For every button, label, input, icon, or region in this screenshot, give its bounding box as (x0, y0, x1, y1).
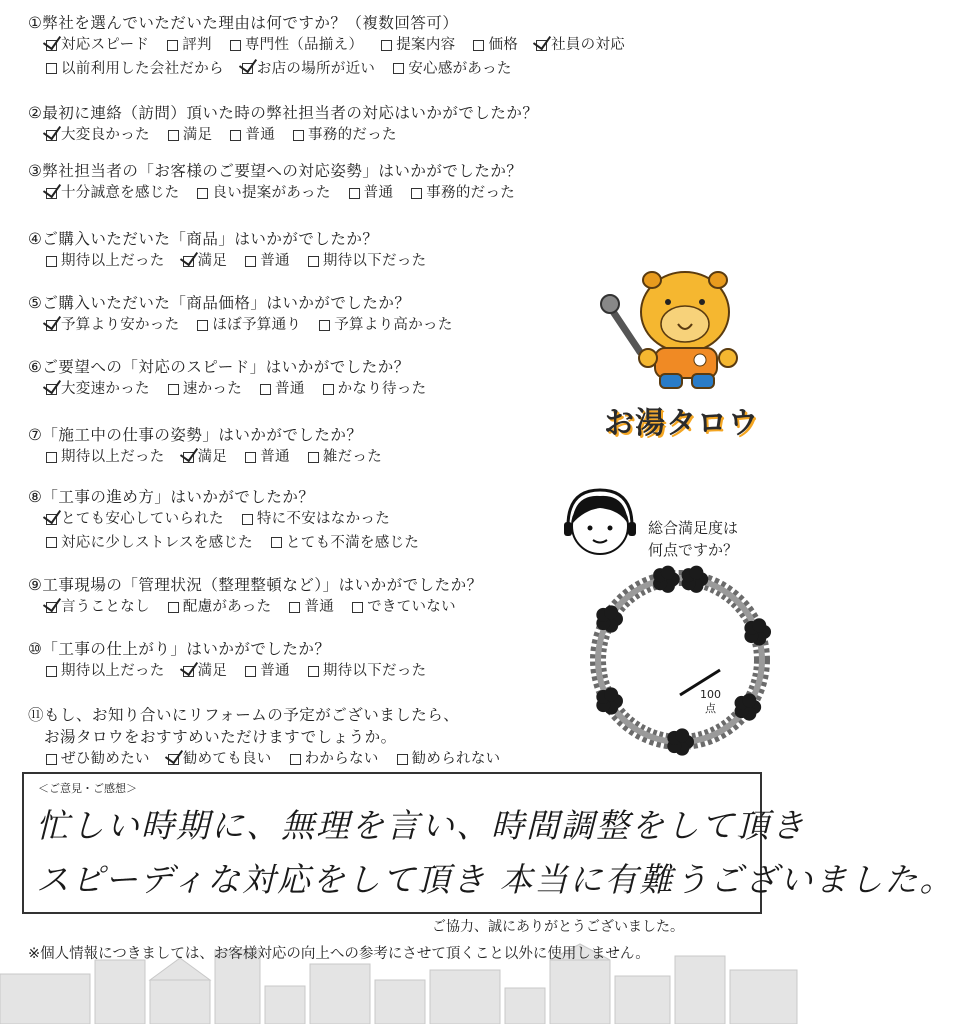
checkbox-checked[interactable] (183, 452, 194, 463)
checkbox[interactable] (168, 384, 179, 395)
question-title: ⑥ご要望への「対応のスピード」はいかがでしたか？ (28, 358, 410, 376)
checkbox[interactable] (230, 130, 241, 141)
score-box (700, 688, 721, 716)
comment-line2: スピーディな対応をして頂き 本当に有難うございました。 (36, 860, 955, 899)
checkbox-checked[interactable] (46, 130, 57, 141)
question-title: ⑩「工事の仕上がり」はいかがでしたか？ (28, 640, 331, 658)
option-row (28, 34, 643, 58)
checkbox[interactable] (167, 40, 178, 51)
option-label: 十分誠意を感じた (61, 185, 180, 201)
option-label: 特に不安はなかった (256, 511, 391, 527)
checkbox[interactable] (308, 666, 319, 677)
question-1 (28, 12, 643, 81)
checkbox[interactable] (393, 63, 404, 74)
option-item[interactable] (46, 34, 149, 56)
checkbox[interactable] (290, 754, 301, 765)
checkbox[interactable] (319, 320, 330, 331)
question-title: ②最初に連絡（訪問）頂いた時の弊社担当者の対応はいかがでしたか？ (28, 104, 539, 122)
checkbox[interactable] (46, 256, 57, 267)
flower-petal (689, 566, 703, 580)
checkbox-checked[interactable] (536, 40, 547, 51)
option-item[interactable] (46, 182, 179, 204)
option-item[interactable] (183, 446, 228, 468)
option-label: わからない (304, 751, 379, 767)
option-label: 安心感があった (408, 60, 512, 77)
option-label: 雑だった (322, 449, 383, 465)
option-label: 事務的だった (426, 185, 516, 201)
flower-petal (661, 566, 675, 580)
option-item[interactable] (319, 314, 452, 336)
question-9 (28, 574, 483, 620)
option-label: 社員の対応 (551, 37, 626, 53)
question-title: ⑨工事現場の「管理状況（整理整頓など）」はいかがでしたか？ (28, 576, 483, 594)
option-item[interactable] (46, 124, 150, 146)
question-title: ①弊社を選んでいただいた理由は何ですか？（複数回答可） (28, 14, 459, 32)
option-item[interactable] (271, 532, 419, 554)
checkbox[interactable] (381, 40, 392, 51)
option-item[interactable] (411, 182, 515, 204)
option-label: 期待以下だった (322, 663, 427, 679)
option-item[interactable] (393, 58, 511, 80)
checkbox[interactable] (308, 256, 319, 267)
option-item[interactable] (381, 34, 455, 56)
option-item[interactable] (242, 508, 390, 530)
checkbox-checked[interactable] (46, 602, 57, 613)
option-item[interactable] (46, 748, 150, 770)
option-row (28, 58, 643, 82)
option-row (28, 378, 444, 402)
option-label: できていない (367, 599, 456, 615)
rating-line1: 総合満足度は (648, 519, 739, 537)
option-label: 価格 (488, 37, 519, 53)
option-label: 勧めても良い (182, 751, 272, 767)
option-label: 満足 (197, 663, 228, 679)
option-item[interactable] (46, 378, 150, 400)
option-label: ぜひ勧めたい (61, 751, 150, 767)
checkbox[interactable] (271, 537, 282, 548)
option-item[interactable] (473, 34, 518, 56)
checkbox[interactable] (168, 130, 179, 141)
option-label: 期待以上だった (61, 253, 165, 269)
option-label: 期待以上だった (61, 663, 165, 679)
option-item[interactable] (168, 748, 272, 770)
checkbox[interactable] (242, 514, 253, 525)
question-title: ⑦「施工中の仕事の姿勢」はいかがでしたか？ (28, 426, 363, 444)
question-10 (28, 638, 444, 684)
option-label: 配慮があった (182, 599, 272, 615)
score-unit: 点 (705, 702, 716, 715)
flower-petal (604, 687, 618, 701)
option-item[interactable] (289, 596, 334, 618)
option-row (28, 660, 444, 684)
option-label: 普通 (245, 127, 276, 143)
checkbox-checked[interactable] (168, 754, 179, 765)
option-item[interactable] (352, 596, 456, 618)
flower-petal (752, 618, 766, 632)
question-6 (28, 356, 444, 402)
score-value: 100 (700, 688, 721, 701)
option-item[interactable] (242, 58, 375, 80)
option-item[interactable] (308, 250, 427, 272)
option-item[interactable] (349, 182, 394, 204)
option-item[interactable] (245, 250, 290, 272)
option-item[interactable] (168, 596, 272, 618)
option-label: 言うことなし (61, 599, 150, 615)
option-label: ほぼ予算通り (212, 317, 302, 333)
question-title: ⑤ご購入いただいた「商品価格」はいかがでしたか？ (28, 294, 411, 312)
option-label: とても安心していられた (61, 511, 224, 527)
checkbox-checked[interactable] (242, 63, 253, 74)
option-label: 予算より安かった (61, 317, 180, 333)
option-label: 予算より高かった (334, 317, 453, 333)
question-4 (28, 228, 444, 274)
checkbox[interactable] (230, 40, 241, 51)
checkbox[interactable] (46, 452, 57, 463)
option-label: 満足 (197, 449, 228, 465)
option-label: とても不満を感じた (285, 534, 420, 551)
option-label: 対応スピード (61, 37, 150, 53)
checkbox[interactable] (308, 452, 319, 463)
question-3 (28, 160, 533, 206)
option-item[interactable] (536, 34, 625, 56)
question-2 (28, 102, 538, 148)
checkbox[interactable] (245, 452, 256, 463)
flower-petal (604, 605, 618, 619)
checkbox[interactable] (46, 537, 57, 548)
option-item[interactable] (230, 124, 275, 146)
wreath-icon (580, 560, 780, 760)
option-row (28, 182, 533, 206)
rating-line2: 何点ですか？ (648, 541, 739, 559)
option-row (28, 508, 437, 532)
checkbox[interactable] (168, 602, 179, 613)
option-item[interactable] (293, 124, 397, 146)
option-label: 事務的だった (308, 127, 397, 143)
question-11 (28, 704, 518, 772)
flower-petal (675, 728, 689, 742)
checkbox-checked[interactable] (46, 188, 57, 199)
option-item[interactable] (197, 314, 301, 336)
privacy-note: ※個人情報につきましては、お客様対応の向上への参考にさせて頂くこと以外に使用しません。 (28, 946, 650, 962)
option-label: 勧められない (411, 751, 501, 767)
option-label: 普通 (260, 663, 290, 679)
option-label: 期待以下だった (322, 253, 427, 269)
option-item[interactable] (46, 250, 165, 272)
option-label: 速かった (182, 381, 243, 397)
checkbox[interactable] (352, 602, 363, 613)
option-label: お店の場所が近い (256, 60, 376, 77)
checkbox[interactable] (349, 188, 360, 199)
option-label: 普通 (260, 253, 290, 269)
checkbox[interactable] (473, 40, 484, 51)
checkbox[interactable] (397, 754, 408, 765)
checkbox[interactable] (293, 130, 304, 141)
option-row (28, 250, 444, 274)
comment-line1: 忙しい時期に、無理を言い、時間調整をして頂き (36, 806, 806, 845)
option-row (28, 446, 400, 470)
option-item[interactable] (183, 660, 228, 682)
option-item[interactable] (46, 532, 253, 554)
option-label: 良い提案があった (212, 185, 331, 201)
question-title: ③弊社担当者の「お客様のご要望への対応姿勢」はいかがでしたか？ (28, 162, 523, 180)
option-item[interactable] (290, 748, 379, 770)
option-item[interactable] (245, 446, 290, 468)
option-item[interactable] (46, 446, 165, 468)
checkbox[interactable] (289, 602, 300, 613)
question-5 (28, 292, 471, 338)
checkbox[interactable] (260, 384, 271, 395)
option-item[interactable] (168, 378, 242, 400)
option-row (28, 532, 437, 556)
question-7 (28, 424, 400, 470)
rating-question (648, 517, 738, 561)
question-title: ⑪もし、お知り合いにリフォームの予定がございましたら、 (28, 706, 460, 724)
checkbox-checked[interactable] (46, 40, 57, 51)
checkbox[interactable] (197, 188, 208, 199)
option-item[interactable] (230, 34, 363, 56)
option-item[interactable] (46, 596, 150, 618)
checkbox[interactable] (245, 256, 256, 267)
option-item[interactable] (245, 660, 290, 682)
checkbox[interactable] (323, 384, 334, 395)
option-label: 期待以上だった (61, 449, 165, 465)
question-title-line2: お湯タロウをおすすめいただけますでしょうか。 (44, 728, 397, 746)
checkbox-checked[interactable] (183, 666, 194, 677)
checkbox[interactable] (46, 754, 57, 765)
mascot-logo: お湯タロウ (604, 406, 759, 441)
question-8 (28, 486, 437, 555)
option-item[interactable] (46, 58, 224, 80)
comment-heading: ＜ご意見・ご感想＞ (38, 782, 137, 795)
operator-headset-icon (560, 484, 640, 566)
option-item[interactable] (260, 378, 305, 400)
option-label: 大変速かった (61, 381, 150, 397)
option-label: 満足 (197, 253, 228, 269)
option-row (28, 314, 471, 338)
option-item[interactable] (308, 660, 427, 682)
option-item[interactable] (183, 250, 228, 272)
checkbox[interactable] (411, 188, 422, 199)
checkbox[interactable] (46, 666, 57, 677)
option-item[interactable] (46, 314, 179, 336)
checkbox-checked[interactable] (46, 320, 57, 331)
checkbox[interactable] (197, 320, 208, 331)
option-label: 大変良かった (61, 127, 150, 143)
option-label: 以前利用した会社だから (61, 60, 224, 77)
flower-petal (742, 693, 756, 707)
option-item[interactable] (197, 182, 330, 204)
option-label: 普通 (363, 185, 394, 201)
option-label: 専門性（品揃え） (244, 37, 364, 53)
option-row (28, 748, 518, 772)
option-item[interactable] (46, 508, 224, 530)
comment-box (22, 772, 955, 914)
option-row (28, 596, 483, 620)
checkbox-checked[interactable] (46, 384, 57, 395)
option-item[interactable] (323, 378, 427, 400)
question-title: ④ご購入いただいた「商品」はいかがでしたか？ (28, 230, 379, 248)
thanks-text: ご協力、誠にありがとうございました。 (432, 919, 684, 935)
option-item[interactable] (167, 34, 212, 56)
option-item[interactable] (308, 446, 382, 468)
option-label: かなり待った (337, 381, 427, 397)
capybara-mascot-icon (600, 262, 760, 402)
option-label: 評判 (182, 37, 212, 53)
option-label: 提案内容 (396, 37, 456, 53)
option-item[interactable] (168, 124, 213, 146)
question-title: ⑧「工事の進め方」はいかがでしたか？ (28, 488, 315, 506)
option-label: 普通 (275, 381, 305, 397)
checkbox-checked[interactable] (46, 514, 57, 525)
checkbox[interactable] (46, 63, 57, 74)
option-label: 満足 (182, 127, 213, 143)
checkbox[interactable] (245, 666, 256, 677)
option-item[interactable] (46, 660, 165, 682)
option-label: 普通 (260, 449, 290, 465)
option-row (28, 124, 538, 148)
checkbox-checked[interactable] (183, 256, 194, 267)
option-item[interactable] (397, 748, 501, 770)
option-label: 普通 (304, 599, 335, 615)
option-label: 対応に少しストレスを感じた (61, 534, 253, 551)
